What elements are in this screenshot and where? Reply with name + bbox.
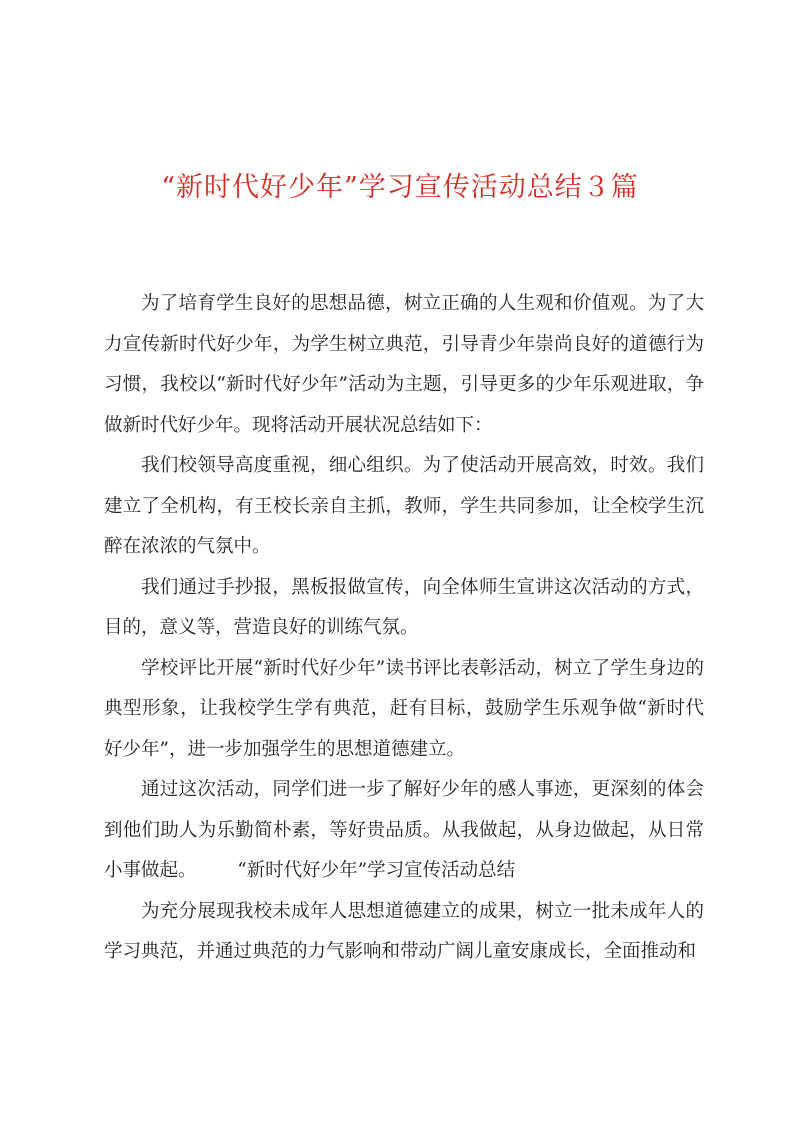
paragraph-organization: 我们校领导高度重视，细心组织。为了使活动开展高效，时效。我们建立了全机构，有王校长亲自主抓，教师，学生共同参加，让全校学生沉醉在浓浓的气氛中。 [104,455,704,557]
paragraph-results [104,770,704,892]
paragraph-results-text: 通过这次活动，同学们进一步了解好少年的感人事迹，更深刻的体会到他们助人为乐勤简朴素，等好贵品质。从我做起，从身边做起，从日常小事做起。 [104,779,704,881]
paragraph-evaluation: 学校评比开展“新时代好少年”读书评比表彰活动，树立了学生身边的典型形象，让我校学生学有典范，赶有目标，鼓励学生乐观争做“新时代好少年”，进一步加强学生的思想道德建立。 [104,657,704,760]
paragraph-publicity: 我们通过手抄报，黑板报做宣传，向全体师生宣讲这次活动的方式，目的，意义等，营造良好的训练气氛。 [104,576,704,638]
second-summary-heading: “新时代好少年”学习宣传活动总结 [237,860,516,881]
paragraph-second-intro: 为充分展现我校未成年人思想道德建立的成果，树立一批未成年人的学习典范，并通过典范的力气影响和带动广阔儿童安康成长，全面推动和 [104,900,704,962]
paragraph-intro: 为了培育学生良好的思想品德，树立正确的人生观和价值观。为了大力宣传新时代好少年，为学生树立典范，引导青少年崇尚良好的道德行为习惯，我校以“新时代好少年”活动为主题，引导更多的少年乐观进取，争做新时代好少年。现将活动开展状况总结如下： [104,293,704,436]
document-body [104,284,704,973]
document-title: “新时代好少年”学习宣传活动总结３篇 [161,172,639,203]
